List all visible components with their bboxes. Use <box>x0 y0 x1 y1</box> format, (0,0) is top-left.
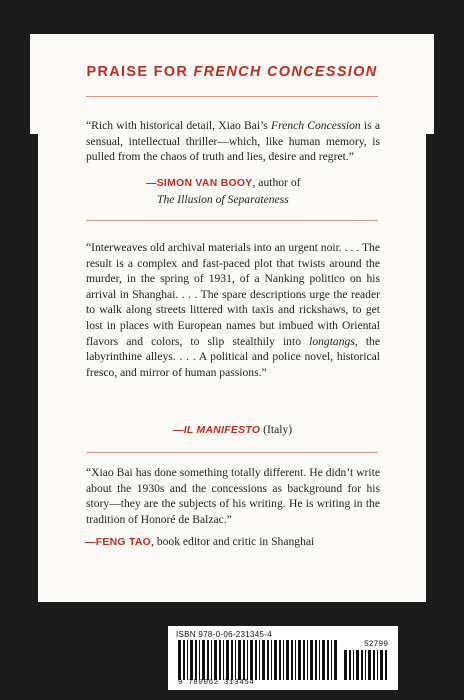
barcode-bar <box>310 640 313 680</box>
barcode-bar <box>214 640 217 680</box>
barcode-bar <box>219 640 221 680</box>
barcode-bar <box>190 640 193 680</box>
barcode-bar <box>238 640 241 680</box>
price-barcode <box>344 650 388 680</box>
barcode-label <box>168 626 398 690</box>
quote-text: “Rich with historical detail, Xiao Bai’s <box>86 119 271 132</box>
barcode-bar <box>267 640 269 680</box>
barcode-bar <box>259 640 260 680</box>
barcode-bar <box>187 640 188 680</box>
header-book-title: FRENCH CONCESSION <box>193 64 378 80</box>
divider-rule <box>86 220 378 221</box>
quote-text: , the labyrinthine alleys. . . . A political and police novel, historical fresco, and mirror of human passions.” <box>86 334 380 379</box>
barcode-bar <box>331 640 332 680</box>
barcode-bar <box>255 640 257 680</box>
barcode-bar <box>295 640 296 680</box>
barcode-bar <box>385 650 387 680</box>
barcode-bar <box>207 640 209 680</box>
barcode-bar <box>226 640 229 680</box>
page-header <box>38 64 426 80</box>
isbn-number: ISBN 978-0-06-231345-4 <box>176 630 272 639</box>
barcode-bar <box>247 640 248 680</box>
barcode-bar <box>271 640 272 680</box>
barcode-bar <box>303 640 305 680</box>
barcode-bar <box>202 640 205 680</box>
quote-text: “Interweaves old archival materials into an urgent noir. . . . The result is a complex and fast-paced plot that twists around the murder, in the spring of 1931, of a Nanking politico on his arrival in Shanghai. . . . The spare descriptions urge the reader to walk along streets littered with taxis and rickshaws, to get lost in places with European names but imbued with Oriental flavors and colors, to slip stealthily into <box>86 241 380 348</box>
quote-italic-title: French Concession <box>271 119 361 132</box>
quote-il-manifesto <box>86 240 380 380</box>
header-prefix: PRAISE FOR <box>86 64 194 80</box>
barcode-bar <box>327 640 329 680</box>
barcode-bar <box>365 650 366 680</box>
attribution-van-booy <box>146 175 300 192</box>
barcode-bar <box>349 650 351 680</box>
barcode-bar <box>373 650 375 680</box>
praise-page <box>38 34 426 602</box>
quote-text: is a sensual, intellectual thriller—which, like human memory, is pulled from the chaos of truth and lies, desire and regret.” <box>86 119 380 164</box>
barcode-bar <box>211 640 212 680</box>
attribution-suffix: , author of <box>252 176 301 189</box>
quote-van-booy <box>86 118 380 165</box>
barcode-bar <box>243 640 245 680</box>
barcode-bar <box>334 640 337 680</box>
barcode-bar <box>307 640 308 680</box>
barcode-bar <box>274 640 277 680</box>
barcode-bar <box>291 640 293 680</box>
barcode-bar <box>178 640 181 680</box>
attribution-feng-tao <box>85 534 314 551</box>
attribution-work: The Illusion of Separateness <box>157 193 289 206</box>
attribution-suffix: , book editor and critic in Shanghai <box>151 535 315 548</box>
barcode-bar <box>279 640 281 680</box>
attribution-name: —IL MANIFESTO <box>173 425 261 436</box>
attribution-name: —FENG TAO <box>85 537 152 548</box>
barcode-bar <box>356 650 359 680</box>
barcode-bar <box>368 650 371 680</box>
barcode-bar <box>235 640 236 680</box>
divider-rule <box>86 452 378 453</box>
barcode-bar <box>322 640 325 680</box>
barcode-bar <box>377 650 378 680</box>
divider-rule <box>86 96 378 97</box>
ean-barcode <box>178 640 338 680</box>
attribution-il-manifesto <box>173 422 292 439</box>
attribution-name: —SIMON VAN BOOY <box>146 178 253 189</box>
attribution-suffix: (Italy) <box>260 423 293 436</box>
barcode-bar <box>361 650 363 680</box>
barcode-bar <box>199 640 200 680</box>
paper-edge-right <box>426 34 434 134</box>
price-code: 52799 <box>363 640 388 649</box>
barcode-digits: 9 780062 313454 <box>178 679 255 687</box>
barcode-bar <box>250 640 253 680</box>
barcode-bar <box>223 640 224 680</box>
quote-feng-tao: “Xiao Bai has done something totally different. He didn’t write about the 1930s and the concessions as background for his story—they are the subjects of his writing. He is writing in the tradition of Honoré de Balzac.” <box>86 466 380 526</box>
barcode-bar <box>231 640 233 680</box>
barcode-bar <box>319 640 320 680</box>
barcode-bar <box>286 640 289 680</box>
barcode-bar <box>344 650 347 680</box>
barcode-bar <box>283 640 284 680</box>
barcode-bar <box>183 640 185 680</box>
barcode-bar <box>380 650 383 680</box>
barcode-bar <box>262 640 265 680</box>
barcode-bar <box>315 640 317 680</box>
paper-edge-left <box>30 34 38 134</box>
barcode-bar <box>195 640 197 680</box>
barcode-bar <box>298 640 301 680</box>
barcode-bar <box>353 650 354 680</box>
quote-italic-term: longtangs <box>309 334 355 348</box>
